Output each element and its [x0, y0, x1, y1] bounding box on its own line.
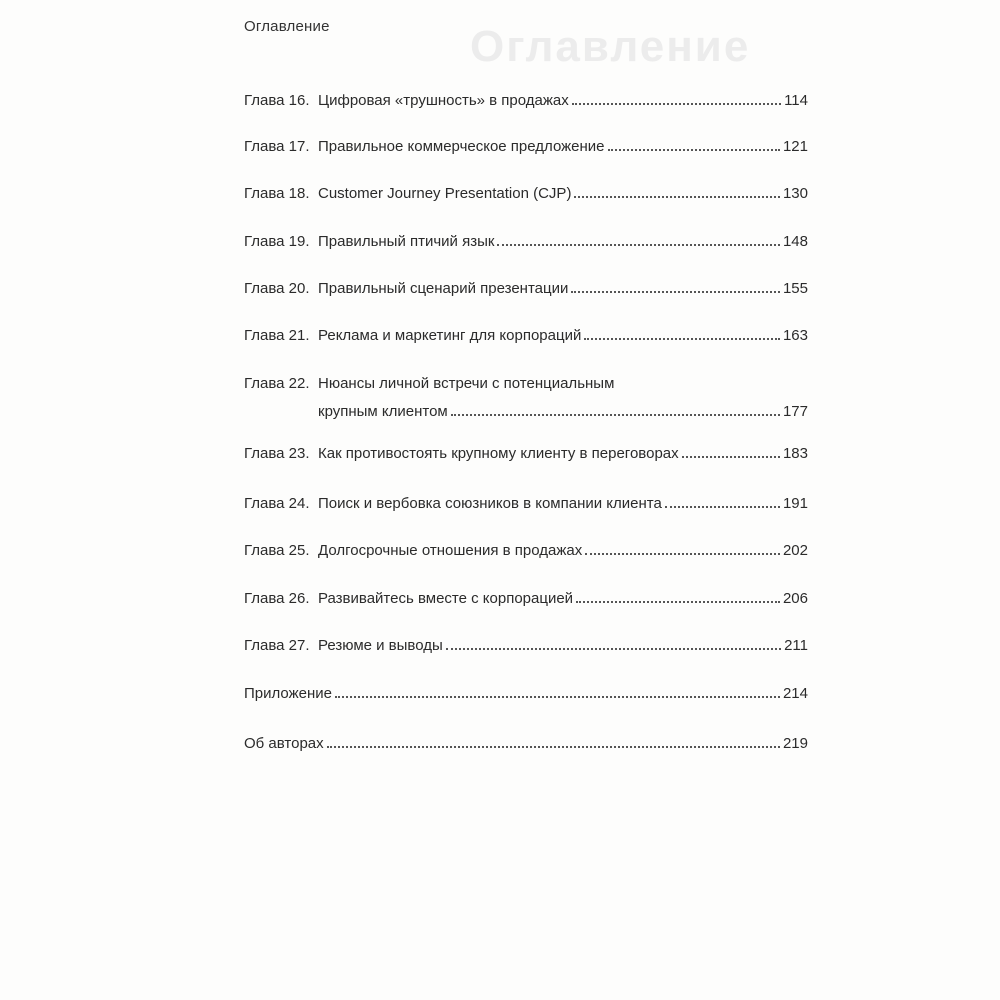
chapter-title: Развивайтесь вместе с корпорацией — [318, 590, 574, 607]
chapter-title: Цифровая «трушность» в продажах — [318, 92, 569, 109]
toc-entry-23[interactable] — [244, 444, 808, 464]
chapter-number: Глава 26. — [244, 590, 310, 607]
chapter-title: Правильный сценарий презентации — [318, 280, 569, 297]
toc-entry-18[interactable] — [244, 184, 808, 204]
toc-entry-about-authors[interactable] — [244, 734, 808, 754]
page-number: 191 — [782, 495, 808, 512]
page-number: 183 — [782, 445, 808, 462]
dot-leader — [451, 414, 780, 416]
chapter-number: Глава 18. — [244, 185, 310, 202]
page-number: 219 — [782, 735, 808, 752]
toc-entry-19[interactable] — [244, 232, 808, 252]
chapter-number: Глава 22. — [244, 375, 310, 392]
toc-entry-appendix[interactable] — [244, 684, 808, 704]
toc-entry-17[interactable] — [244, 137, 808, 157]
chapter-title-line2: крупным клиентом — [318, 403, 448, 420]
running-header: Оглавление — [244, 18, 330, 35]
page-number: 202 — [782, 542, 808, 559]
dot-leader — [335, 696, 780, 698]
page-number: 155 — [782, 280, 808, 297]
dot-leader — [682, 456, 780, 458]
page-number: 130 — [782, 185, 808, 202]
page-number: 121 — [782, 138, 808, 155]
dot-leader — [665, 506, 780, 508]
chapter-title: Правильное коммерческое предложение — [318, 138, 605, 155]
chapter-number: Глава 24. — [244, 495, 310, 512]
dot-leader — [497, 244, 780, 246]
dot-leader — [327, 746, 780, 748]
chapter-title: Customer Journey Presentation (CJP) — [318, 185, 572, 202]
toc-entry-24[interactable] — [244, 494, 808, 514]
page-number: 163 — [782, 327, 808, 344]
appendix-title: Приложение — [244, 685, 332, 702]
about-authors-title: Об авторах — [244, 735, 324, 752]
toc-entry-21[interactable] — [244, 326, 808, 346]
chapter-number: Глава 23. — [244, 445, 310, 462]
chapter-title: Реклама и маркетинг для корпораций — [318, 327, 582, 344]
chapter-title: Поиск и вербовка союзников в компании клиента — [318, 495, 662, 512]
chapter-title-line1: Нюансы личной встречи с потенциальным — [318, 375, 615, 392]
bleed-through-title: Оглавление — [470, 22, 751, 71]
chapter-number: Глава 27. — [244, 637, 310, 654]
dot-leader — [576, 601, 780, 603]
chapter-title: Как противостоять крупному клиенту в переговорах — [318, 445, 679, 462]
chapter-number: Глава 19. — [244, 233, 310, 250]
chapter-title: Резюме и выводы — [318, 637, 443, 654]
toc-entry-20[interactable] — [244, 279, 808, 299]
page-number: 211 — [784, 637, 808, 654]
page-number: 214 — [782, 685, 808, 702]
chapter-title: Правильный птичий язык — [318, 233, 495, 250]
chapter-number: Глава 20. — [244, 280, 310, 297]
chapter-number: Глава 17. — [244, 138, 310, 155]
dot-leader — [446, 648, 781, 650]
page-number: 177 — [782, 403, 808, 420]
page-number: 114 — [784, 92, 808, 109]
toc-entry-27[interactable] — [244, 636, 808, 656]
dot-leader — [585, 553, 780, 555]
page-number: 148 — [782, 233, 808, 250]
toc-entry-25[interactable] — [244, 541, 808, 561]
dot-leader — [574, 196, 780, 198]
chapter-number: Глава 25. — [244, 542, 310, 559]
dot-leader — [584, 338, 780, 340]
table-of-contents — [244, 0, 808, 1000]
toc-entry-16[interactable] — [244, 91, 808, 111]
chapter-number: Глава 21. — [244, 327, 310, 344]
toc-entry-26[interactable] — [244, 589, 808, 609]
toc-entry-22[interactable] — [244, 374, 808, 422]
dot-leader — [571, 291, 780, 293]
chapter-number: Глава 16. — [244, 92, 310, 109]
dot-leader — [608, 149, 780, 151]
dot-leader — [572, 103, 781, 105]
page-number: 206 — [782, 590, 808, 607]
chapter-title: Долгосрочные отношения в продажах — [318, 542, 583, 559]
